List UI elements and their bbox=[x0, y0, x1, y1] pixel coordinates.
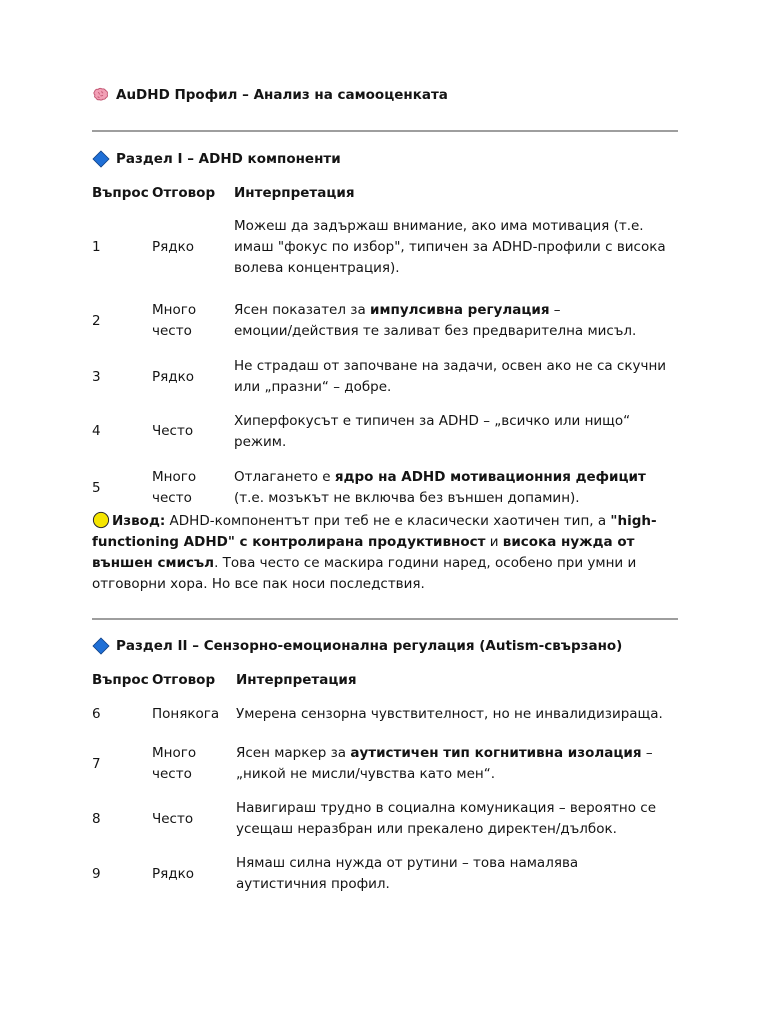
answer-line: често bbox=[152, 766, 192, 782]
conclusion-text: . Това често се маскира години наред, особено при умни и отговорни хора. Но все пак носи последствия. bbox=[92, 555, 637, 592]
section1-heading bbox=[92, 150, 341, 168]
answer-cell: Рядко bbox=[152, 865, 195, 882]
table-row bbox=[92, 291, 678, 351]
answer-line: често bbox=[152, 323, 192, 339]
question-number: 1 bbox=[92, 239, 101, 255]
conclusion-text: ADHD-компонентът при теб не е класически хаотичен тип, а bbox=[165, 513, 611, 529]
answer-cell: Рядко bbox=[152, 239, 195, 255]
question-number: 7 bbox=[92, 755, 101, 772]
question-number: 5 bbox=[92, 479, 101, 496]
interpretation-cell bbox=[236, 737, 678, 791]
col-header-question: Въпрос bbox=[92, 185, 149, 201]
col-header-answer: Отговор bbox=[152, 672, 216, 688]
interpretation-line: имаш "фокус по избор", типичен за ADHD-профили с висока bbox=[234, 239, 666, 255]
brain-icon bbox=[92, 86, 110, 104]
interpretation-line: емоции/действия те заливат без предварителна мисъл. bbox=[234, 323, 637, 339]
interpretation-emphasis: ядро на ADHD мотивационния дефицит bbox=[334, 469, 646, 485]
section1-heading-text: Раздел I – ADHD компоненти bbox=[116, 151, 341, 167]
interpretation-cell bbox=[236, 691, 678, 737]
table-row bbox=[92, 460, 678, 516]
blue-diamond-icon bbox=[92, 637, 110, 655]
table-row bbox=[92, 351, 678, 403]
blue-diamond-icon bbox=[92, 150, 110, 168]
answer-line: често bbox=[152, 490, 192, 506]
interpretation-line: Хиперфокусът е типичен за ADHD – „всичко или нищо“ bbox=[234, 412, 631, 429]
interpretation-line bbox=[234, 467, 678, 488]
conclusion-emphasis: "high-functioning ADHD" с контролирана продуктивност bbox=[92, 513, 657, 550]
conclusion-text: и bbox=[485, 534, 503, 550]
interpretation-line: Не страдаш от започване на задачи, освен ако не са скучни bbox=[234, 358, 667, 374]
col-header-interpretation: Интерпретация bbox=[234, 185, 355, 201]
answer-line: Много bbox=[152, 469, 197, 485]
answer-line: Много bbox=[152, 302, 197, 318]
document-title bbox=[92, 86, 448, 104]
answer-cell: Понякога bbox=[152, 705, 220, 722]
divider bbox=[92, 130, 678, 132]
interpretation-cell bbox=[234, 460, 678, 516]
interpretation-cell bbox=[236, 847, 678, 901]
question-number: 4 bbox=[92, 423, 101, 439]
table-row bbox=[92, 847, 678, 901]
interpretation-line: (т.е. мозъкът не включва без външен допамин). bbox=[234, 490, 580, 506]
question-number: 9 bbox=[92, 865, 101, 882]
interpretation-text: Ясен маркер за bbox=[236, 745, 351, 761]
conclusion-label: Извод: bbox=[112, 513, 166, 529]
interpretation-emphasis: аутистичен тип когнитивна изолация bbox=[350, 745, 642, 761]
interpretation-cell bbox=[234, 403, 678, 460]
table-row bbox=[92, 691, 678, 737]
interpretation-line: Нямаш силна нужда от рутини – това намалява bbox=[236, 855, 579, 871]
interpretation-text: – bbox=[549, 302, 561, 318]
question-number: 2 bbox=[92, 312, 101, 329]
answer-cell bbox=[152, 737, 236, 791]
interpretation-line: „никой не мисли/чувства като мен“. bbox=[236, 766, 495, 782]
interpretation-text: Отлагането е bbox=[234, 469, 335, 485]
interpretation-text: – bbox=[641, 745, 653, 761]
interpretation-cell bbox=[236, 791, 678, 847]
question-number: 6 bbox=[92, 705, 101, 722]
yellow-circle-icon bbox=[92, 511, 110, 529]
col-header-interpretation: Интерпретация bbox=[236, 672, 357, 688]
section2-table bbox=[92, 669, 678, 901]
interpretation-line: или „празни“ – добре. bbox=[234, 379, 392, 395]
interpretation-line bbox=[234, 300, 678, 321]
interpretation-cell bbox=[234, 204, 678, 291]
table-header-row bbox=[92, 669, 678, 691]
interpretation-line: Навигираш трудно в социална комуникация – вероятно се bbox=[236, 800, 657, 816]
interpretation-line: аутистичния профил. bbox=[236, 876, 390, 892]
conclusion-emphasis: висока нужда от външен смисъл bbox=[92, 534, 635, 571]
interpretation-text: Ясен показател за bbox=[234, 302, 371, 318]
col-header-answer: Отговор bbox=[152, 185, 216, 201]
table-row bbox=[92, 403, 678, 460]
section2-heading bbox=[92, 637, 622, 655]
table-row bbox=[92, 737, 678, 791]
col-header-question: Въпрос bbox=[92, 672, 149, 688]
section1-conclusion bbox=[92, 511, 678, 595]
answer-cell: Рядко bbox=[152, 368, 195, 385]
interpretation-line: Можеш да задържаш внимание, ако има мотивация (т.е. bbox=[234, 218, 644, 234]
question-number: 3 bbox=[92, 368, 101, 385]
interpretation-cell bbox=[234, 351, 678, 403]
table-header-row bbox=[92, 182, 678, 204]
interpretation-cell bbox=[234, 291, 678, 351]
answer-line: Много bbox=[152, 745, 197, 761]
table-row bbox=[92, 204, 678, 291]
answer-cell: Често bbox=[152, 810, 194, 827]
interpretation-line: режим. bbox=[234, 433, 287, 450]
interpretation-line: усещаш неразбран или прекалено директен/дълбок. bbox=[236, 821, 617, 837]
answer-cell: Често bbox=[152, 423, 194, 439]
interpretation-emphasis: импулсивна регулация bbox=[370, 302, 550, 318]
interpretation-line: волева концентрация). bbox=[234, 260, 400, 276]
interpretation-line bbox=[236, 743, 678, 764]
table-row bbox=[92, 791, 678, 847]
question-number: 8 bbox=[92, 810, 101, 827]
title-text: AuDHD Профил – Анализ на самооценката bbox=[116, 87, 448, 103]
answer-cell bbox=[152, 460, 234, 516]
section1-table bbox=[92, 182, 678, 516]
divider bbox=[92, 618, 678, 620]
section2-heading-text: Раздел II – Сензорно-емоционална регулация (Autism-свързано) bbox=[116, 638, 623, 654]
answer-cell bbox=[152, 291, 234, 351]
interpretation-line: Умерена сензорна чувствителност, но не инвалидизираща. bbox=[236, 705, 663, 722]
